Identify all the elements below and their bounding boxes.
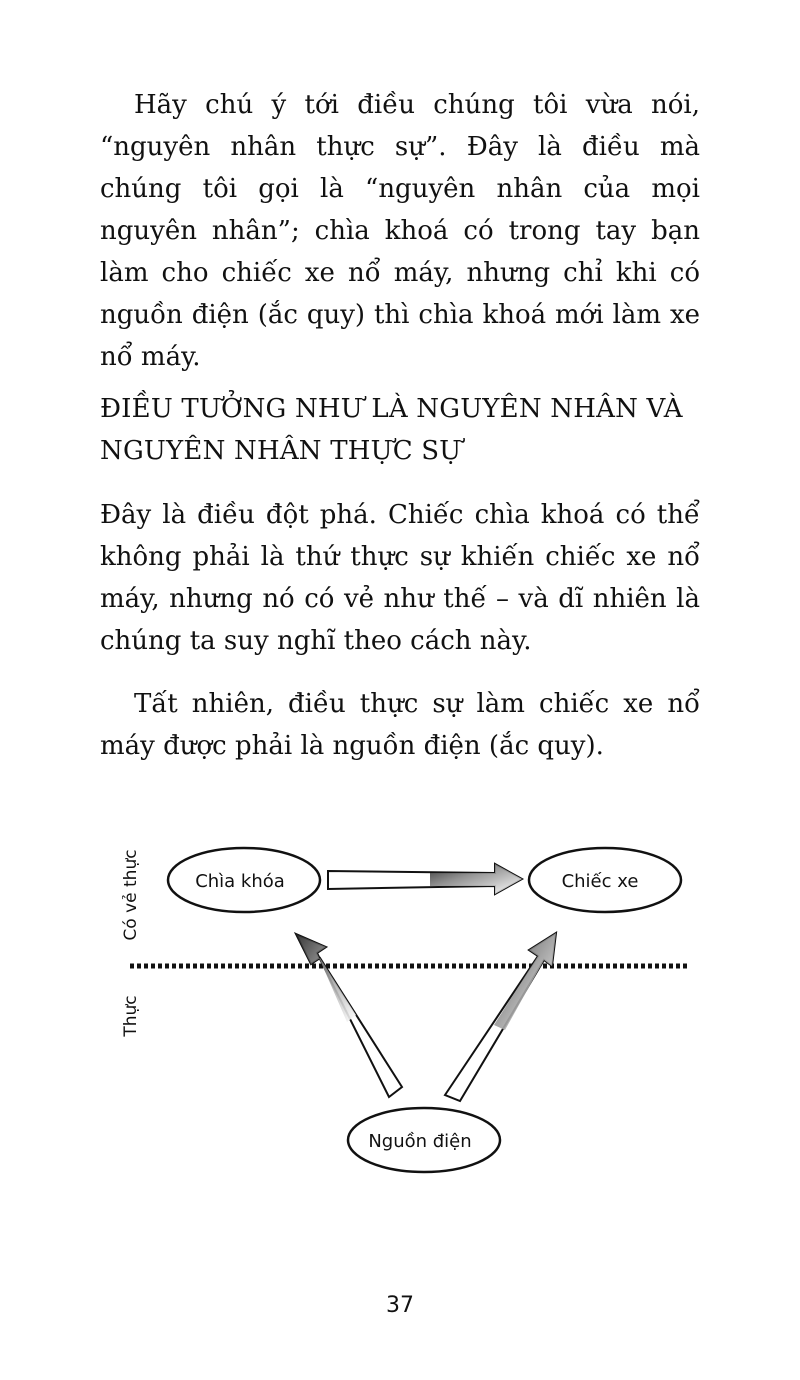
cause-diagram bbox=[100, 820, 720, 1200]
node-car bbox=[529, 848, 681, 912]
node-power bbox=[348, 1108, 500, 1172]
arrow-key-to-car bbox=[328, 864, 522, 894]
node-power-label: Nguồn điện bbox=[368, 1131, 472, 1152]
arrow-power-to-car bbox=[445, 933, 556, 1101]
node-key bbox=[168, 848, 320, 912]
arrow-power-to-key bbox=[296, 934, 402, 1097]
body-text-block-2 bbox=[100, 494, 700, 662]
label-real: Thực bbox=[121, 995, 141, 1037]
page-number: 37 bbox=[386, 1293, 414, 1318]
section-heading: ĐIỀU TƯỞNG NHƯ LÀ NGUYÊN NHÂN VÀ NGUYÊN NHÂN THỰC SỰ bbox=[100, 394, 683, 466]
label-apparent: Có vẻ thực bbox=[121, 849, 141, 941]
paragraph-3: Tất nhiên, điều thực sự làm chiếc xe nổ máy được phải là nguồn điện (ắc quy). bbox=[100, 689, 700, 761]
paragraph-1: Hãy chú ý tới điều chúng tôi vừa nói, “nguyên nhân thực sự”. Đây là điều mà chúng tôi gọi là “nguyên nhân của mọi nguyên nhân”; chìa khoá có trong tay bạn làm cho chiếc xe nổ máy, nhưng chỉ khi có nguồn điện (ắc quy) thì chìa khoá mới làm xe nổ máy. bbox=[100, 90, 700, 372]
paragraph-2: Đây là điều đột phá. Chiếc chìa khoá có thể không phải là thứ thực sự khiến chiếc xe nổ máy, nhưng nó có vẻ như thế – và dĩ nhiên là chúng ta suy nghĩ theo cách này. bbox=[100, 500, 700, 656]
section-heading-block bbox=[100, 388, 700, 472]
node-key-label: Chìa khóa bbox=[195, 871, 285, 892]
body-text-block-1 bbox=[100, 84, 700, 378]
node-car-label: Chiếc xe bbox=[561, 871, 639, 892]
body-text-block-3 bbox=[100, 683, 700, 767]
